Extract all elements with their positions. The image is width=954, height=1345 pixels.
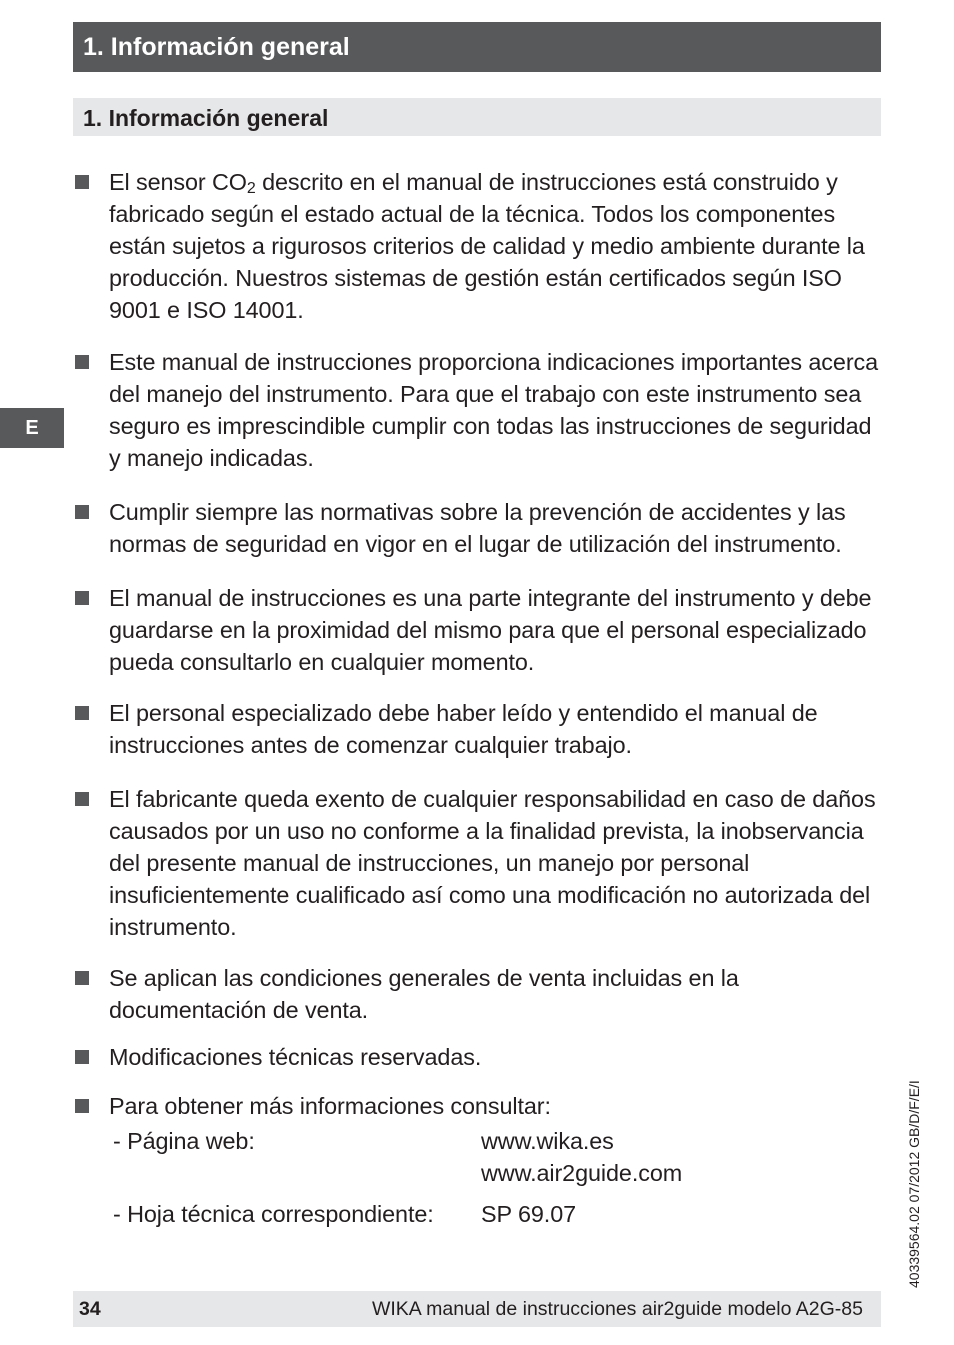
document-code: 40339564.02 07/2012 GB/D/F/E/I bbox=[906, 1080, 922, 1288]
list-item bbox=[73, 783, 888, 943]
list-item-text: Cumplir siempre las normativas sobre la prevención de accidentes y las normas de seguridad en vigor en el lugar de utilización del instrumento. bbox=[109, 499, 846, 557]
section-header bbox=[73, 98, 881, 136]
footer-text: WIKA manual de instrucciones air2guide modelo A2G-85 bbox=[371, 1297, 863, 1320]
list-item-text: El manual de instrucciones es una parte integrante del instrumento y debe guardarse en la proximidad del mismo para que el personal especializado pueda consultarlo en cualquier momento. bbox=[109, 585, 872, 675]
web-value-wika: www.wika.es bbox=[481, 1128, 614, 1154]
square-bullet-icon bbox=[75, 706, 89, 720]
list-item bbox=[73, 697, 888, 761]
datasheet-value: SP 69.07 bbox=[481, 1201, 577, 1227]
list-item bbox=[73, 496, 888, 560]
square-bullet-icon bbox=[75, 175, 89, 189]
page-header-title: 1. Información general bbox=[83, 33, 350, 61]
list-item bbox=[73, 1041, 888, 1073]
web-value-air2guide: www.air2guide.com bbox=[481, 1160, 683, 1186]
square-bullet-icon bbox=[75, 1099, 89, 1113]
list-item bbox=[73, 962, 888, 1026]
list-item bbox=[73, 346, 888, 474]
datasheet-label: - Hoja técnica correspondiente: bbox=[113, 1201, 434, 1227]
web-label-spacer bbox=[109, 1157, 481, 1189]
list-item bbox=[73, 1090, 888, 1230]
bullet-list bbox=[73, 166, 888, 1230]
info-row-web-2 bbox=[109, 1157, 888, 1189]
list-item-text: Para obtener más informaciones consultar: bbox=[109, 1093, 551, 1119]
square-bullet-icon bbox=[75, 591, 89, 605]
list-item bbox=[73, 582, 888, 678]
list-item-text: Modificaciones técnicas reservadas. bbox=[109, 1044, 482, 1070]
list-item-text: El fabricante queda exento de cualquier responsabilidad en caso de daños causados por un uso no conforme a la finalidad prevista, la inobservancia del presente manual de instrucciones, un manejo por personal insuficientemente cualificado así como una modificación no autorizada del instrumento. bbox=[109, 786, 876, 940]
page-header bbox=[73, 22, 881, 72]
list-item-text: El personal especializado debe haber leído y entendido el manual de instrucciones antes de comenzar cualquier trabajo. bbox=[109, 700, 818, 758]
square-bullet-icon bbox=[75, 505, 89, 519]
list-item-text: Se aplican las condiciones generales de venta incluidas en la documentación de venta. bbox=[109, 965, 739, 1023]
language-tab bbox=[0, 408, 64, 448]
list-item-text: El sensor $CO_2$ descrito en el manual de instrucciones está construido y fabricado según el estado actual de la técnica. Todos los componentes están sujetos a rigurosos criterios de calidad y medio ambiente durante la producción. Nuestros sistemas de gestión están certificados según ISO 9001 e ISO 14001. bbox=[109, 169, 865, 323]
square-bullet-icon bbox=[75, 355, 89, 369]
list-item-text: Este manual de instrucciones proporciona indicaciones importantes acerca del manejo del instrumento. Para que el trabajo con este instrumento sea seguro es imprescindible cumplir con todas las instrucciones de seguridad y manejo indicadas. bbox=[109, 349, 879, 471]
list-item bbox=[73, 166, 888, 326]
page-footer bbox=[73, 1291, 881, 1327]
language-tab-label: E bbox=[25, 417, 39, 439]
square-bullet-icon bbox=[75, 792, 89, 806]
info-row-web bbox=[109, 1125, 888, 1157]
info-row-datasheet bbox=[109, 1198, 888, 1230]
section-title: 1. Información general bbox=[83, 105, 329, 131]
contact-info-table bbox=[109, 1125, 888, 1230]
page-number: 34 bbox=[79, 1297, 101, 1320]
web-label: - Página web: bbox=[113, 1128, 255, 1154]
square-bullet-icon bbox=[75, 1050, 89, 1064]
square-bullet-icon bbox=[75, 971, 89, 985]
